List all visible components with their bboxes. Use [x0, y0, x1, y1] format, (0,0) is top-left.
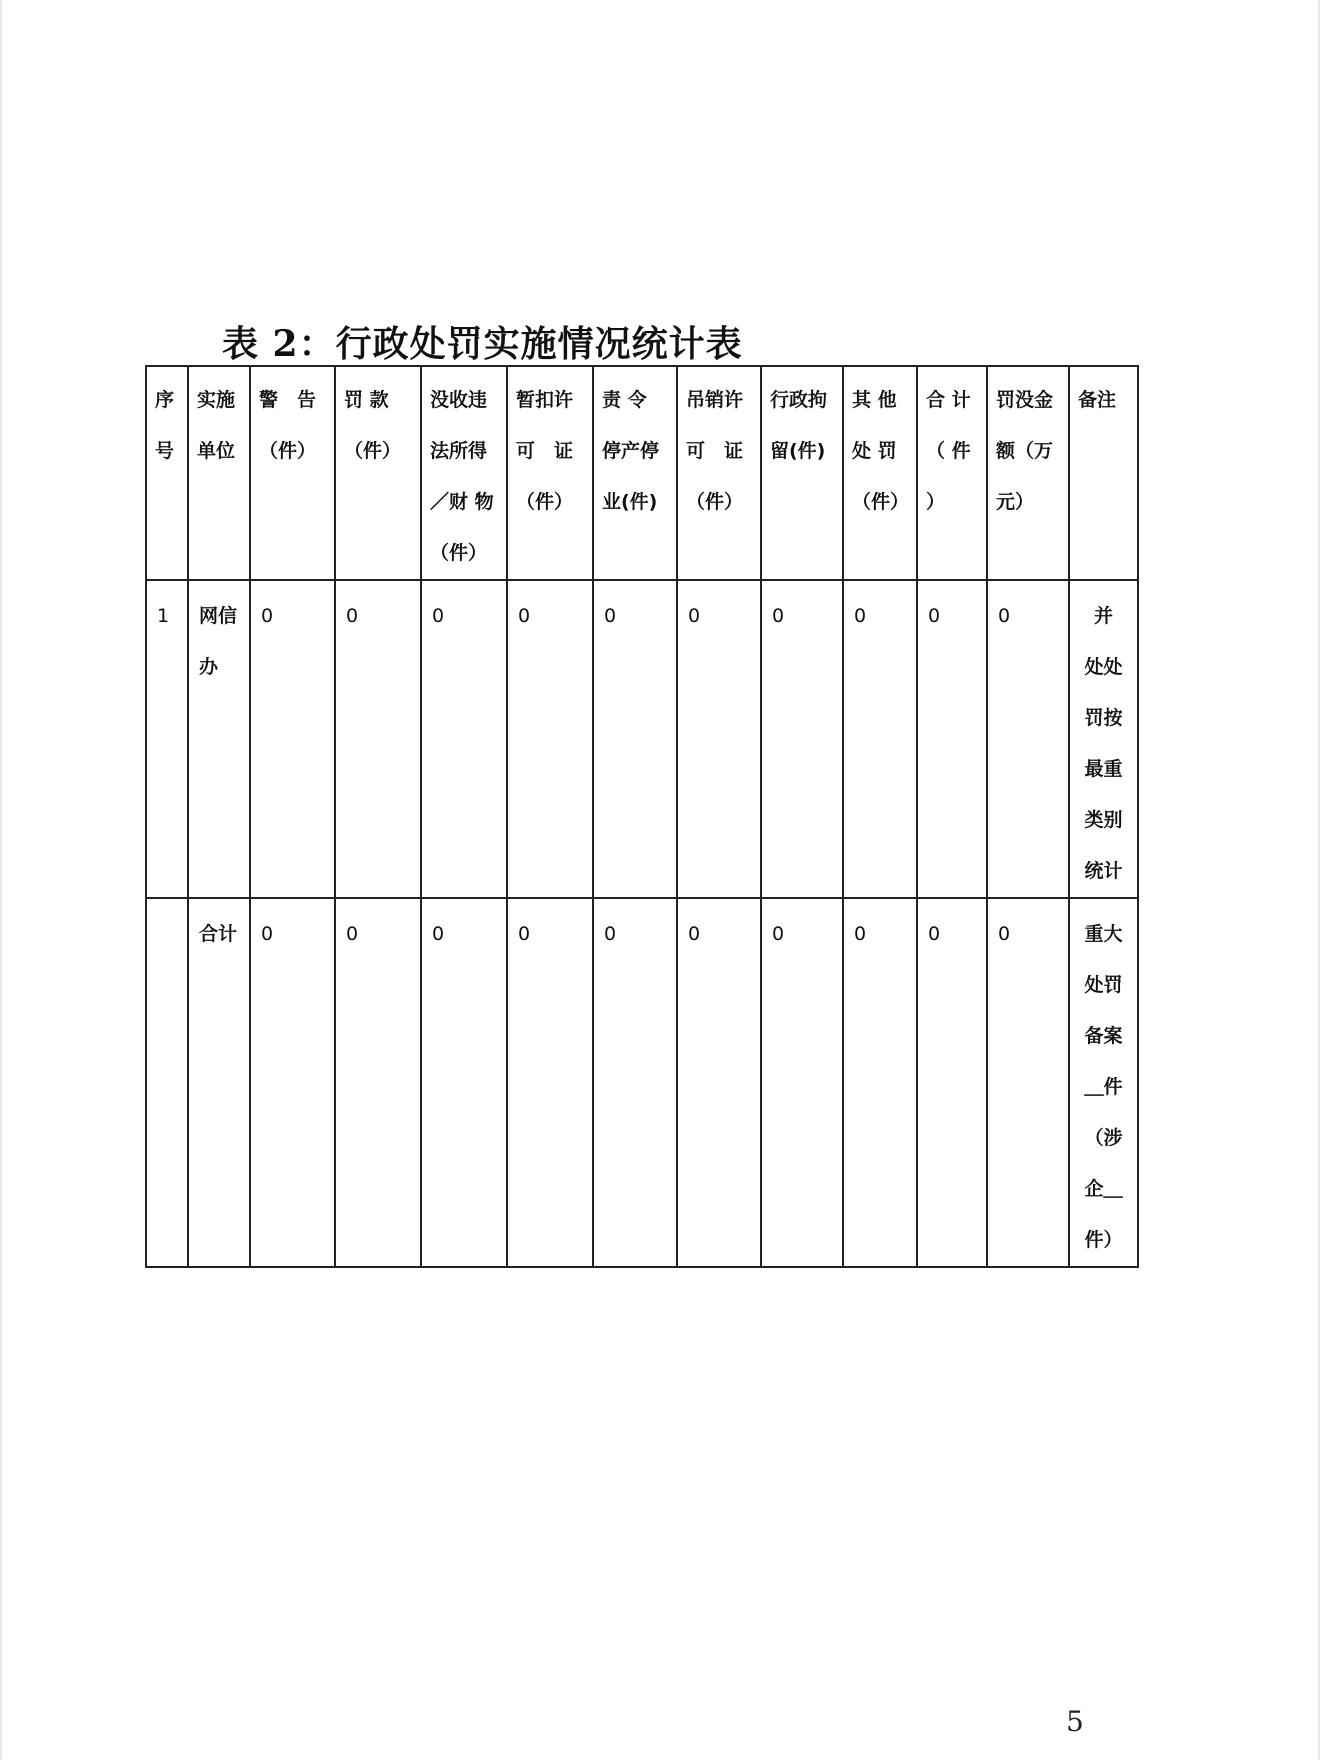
- cell-value: 0: [761, 898, 843, 1267]
- cell-remark: 重大 处罚 备案 ＿件 （涉 企＿ 件）: [1069, 898, 1138, 1267]
- statistics-table: [145, 365, 1139, 1268]
- header-cell-unit: 实施 单位: [188, 366, 250, 580]
- cell-value: 0: [593, 898, 677, 1267]
- header-cell-remark: 备注: [1069, 366, 1138, 580]
- header-cell-license-suspension: 暂扣许 可 证 （件）: [507, 366, 593, 580]
- header-cell-detention: 行政拘 留(件): [761, 366, 843, 580]
- cell-value: 0: [421, 898, 507, 1267]
- cell-value: 0: [593, 580, 677, 898]
- header-cell-other: 其 他 处 罚 （件）: [843, 366, 917, 580]
- cell-value: 0: [761, 580, 843, 898]
- header-cell-confiscation: 没收违 法所得 ／财 物 （件）: [421, 366, 507, 580]
- table-row: [146, 580, 1138, 898]
- cell-value: 0: [250, 898, 335, 1267]
- header-cell-total: 合 计 （ 件 ）: [917, 366, 987, 580]
- cell-unit: 网信 办: [188, 580, 250, 898]
- penalty-statistics-table: [145, 365, 1137, 1251]
- header-cell-license-revocation: 吊销许 可 证 （件）: [677, 366, 761, 580]
- cell-remark: 并 处处 罚按 最重 类别 统计: [1069, 580, 1138, 898]
- cell-value: 0: [987, 580, 1069, 898]
- cell-seq: [146, 898, 188, 1267]
- cell-value: 0: [250, 580, 335, 898]
- header-row: [146, 366, 1138, 580]
- header-cell-seq: 序 号: [146, 366, 188, 580]
- cell-value: 0: [677, 898, 761, 1267]
- header-cell-fine: 罚 款 （件）: [335, 366, 421, 580]
- cell-value: 0: [677, 580, 761, 898]
- cell-value: 0: [987, 898, 1069, 1267]
- cell-value: 0: [917, 898, 987, 1267]
- header-cell-warning: 警 告 （件）: [250, 366, 335, 580]
- cell-value: 0: [507, 898, 593, 1267]
- table-row-total: [146, 898, 1138, 1267]
- cell-value: 0: [421, 580, 507, 898]
- cell-value: 0: [507, 580, 593, 898]
- cell-value: 0: [843, 898, 917, 1267]
- header-cell-production-halt: 责 令 停产停 业(件): [593, 366, 677, 580]
- table-title: 表 2：行政处罚实施情况统计表: [222, 323, 743, 365]
- page-number: 5: [1066, 1705, 1084, 1738]
- header-cell-amount: 罚没金 额（万 元）: [987, 366, 1069, 580]
- cell-value: 0: [335, 898, 421, 1267]
- cell-value: 0: [335, 580, 421, 898]
- cell-unit: 合计: [188, 898, 250, 1267]
- cell-value: 0: [843, 580, 917, 898]
- cell-value: 0: [917, 580, 987, 898]
- cell-seq: 1: [146, 580, 188, 898]
